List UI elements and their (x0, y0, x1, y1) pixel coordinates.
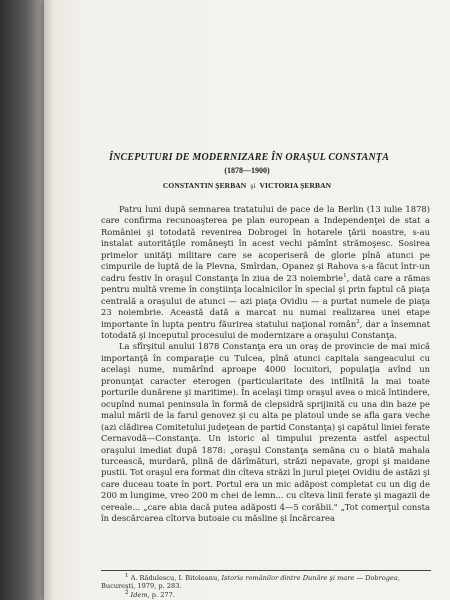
footnote-1-text: A. Rădulescu, I. Bitoleanu, (128, 574, 222, 582)
footnote-ref-2: 2 (356, 318, 360, 325)
footnote-1-number: 1 (125, 572, 129, 579)
paragraph-1-text-c: , dar a însemnat totodată şi inceputul procesului de modernizare a oraşului Constanţa. (101, 318, 430, 340)
paragraph-1-text-a: Patru luni după semnarea tratatului de pace de la Berlin (13 iulie 1878) care confirma recunoaşterea pe plan european a Independenţei de stat a României şi totodată revenirea Dobrogei în hotarele ţării noastre, s-au instalat autorităţile româneşti în acest vechi pămînt strămoşesc. Sosirea primelor unităţi militare care se acoperiseră de glorie pînă atunci pe cimpurile de luptă de la Plevna, Smîrdan, Opanez şi Rahova s-a făcut într-un cadru festiv în oraşul Constanţa în ziua de 23 noiembrie (101, 204, 430, 283)
paragraph-2-text: La sfîrşitul anului 1878 Constanţa era un oraş de provincie de mai mică importanţă în comparaţie cu Tulcea, pînă atunci capitala sangeacului cu acelaşi nume, numărînd aproape 4000 locuitori, populaţia avînd un pronunţat caracter eterogen (particularitate des intîlnită la mai toate porturile dunărene şi maritime). În acelaşi timp oraşul avea o mică întindere, ocupînd numai peninsula în formă de clepsidră sprijinită cu una din baze pe malul mării de la farul genovez şi cu alta pe platoul unde se afla gara veche (azi clădirea Comitetului judeţean de partid Constanţa) şi capătul liniei ferate Cernavodă—Constanţa. Un istoric al timpului prezenta astfel aspectul oraşului imediat după 1878: „oraşul Constanţa semăna cu o biată mahala turcească, murdară, plină de dărîmături, străzi nepavate, gropi şi maidane pustii. Tot oraşul era format din cîteva străzi în jurul pieţei Ovidiu de astăzi şi care duceau toate în port. Portul era un mic adăpost completat cu un dig de 200 m lungime, vreo 200 m chei de lemn... cu cîteva linii ferate şi magazii de cereale... „care abia dacă putea adăposti 4—5 corăbii." „Tot comerţul consta în descărcarea cîtorva butoaie cu măsline şi încărcarea (101, 341, 430, 524)
paragraph-2 (101, 341, 430, 524)
article-authors (44, 181, 450, 190)
footnote-1-source: , Bucureşti, 1979, p. 283. (101, 574, 400, 591)
footnote-1 (101, 574, 431, 591)
footnote-2-title: Idem (130, 590, 148, 599)
paragraph-1 (101, 204, 430, 341)
book-spine-shadow (0, 0, 46, 600)
footnote-divider (101, 570, 431, 571)
book-page (44, 0, 450, 600)
article-body (101, 204, 430, 525)
author-1: CONSTANTIN ŞERBAN (162, 181, 247, 190)
footnote-2-source: , p. 277. (147, 590, 175, 599)
footnotes (101, 574, 431, 599)
article-years: (1878—1900) (224, 166, 270, 175)
author-conjunction: şi (250, 181, 256, 190)
footnote-ref-1: 1 (343, 272, 347, 279)
footnote-2 (101, 591, 431, 599)
paragraph-1-text-b: , dată care a rămas pentru multă vreme în conştiinţa localnicilor în special şi prin faptul că piaţa centrală a oraşului de atunci — azi piaţa Ovidiu — a purtat numele de piaţa 23 noiembrie. Această dată a marcat nu numai realizarea unei etape importante în lupta pentru făurirea statului naţional român (101, 272, 430, 329)
footnote-1-title: Istoria românilor dintre Dunăre şi mare — Dobrogea (221, 574, 398, 582)
footnote-2-number: 2 (125, 589, 129, 596)
author-2: VICTORIA ŞERBAN (259, 181, 332, 190)
article-title: ÎNCEPUTURI DE MODERNIZARE ÎN ORAŞUL CONSTANŢA (109, 152, 390, 163)
